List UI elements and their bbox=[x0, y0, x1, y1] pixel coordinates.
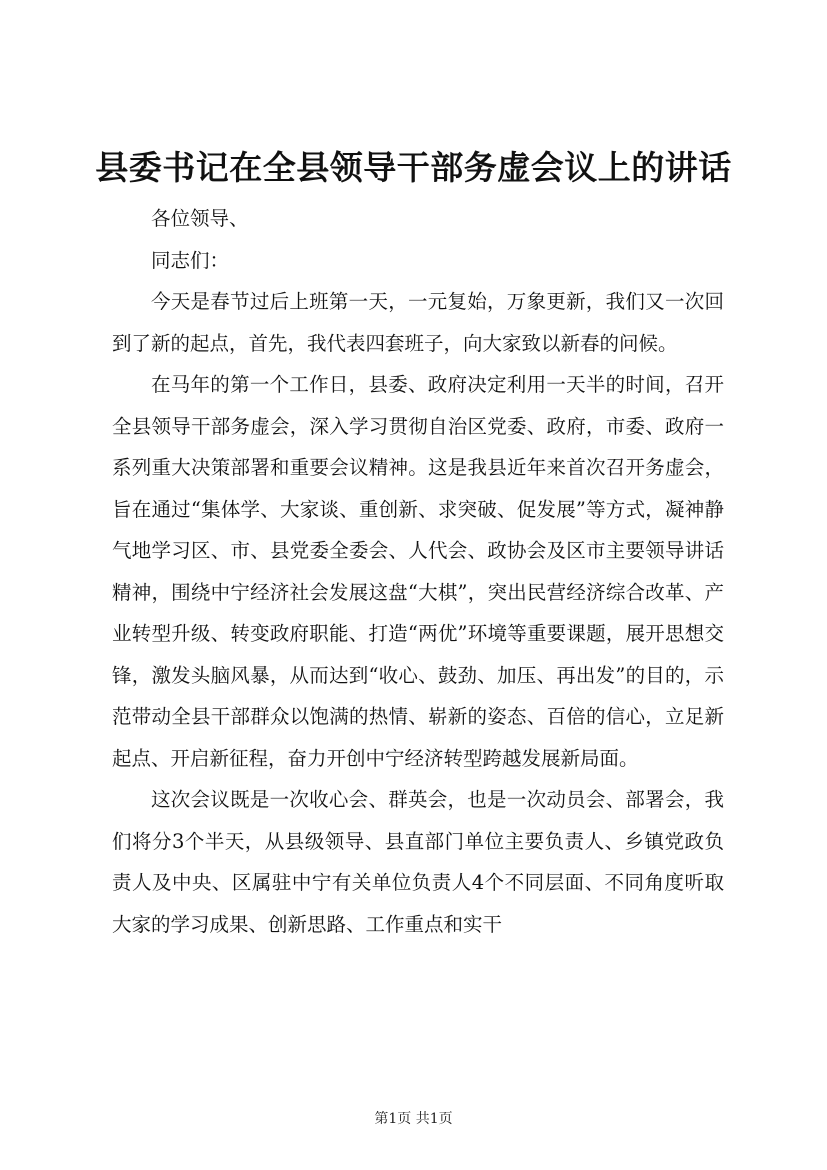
body-paragraph: 这次会议既是一次收心会、群英会，也是一次动员会、部署会，我们将分3个半天，从县级领导、县直部门单位主要负责人、乡镇党政负责人及中央、区属驻中宁有关单位负责人4个不同层面、不同角度听取大家的学习成果、创新思路、工作重点和实干 bbox=[112, 788, 724, 936]
document-title: 县委书记在全县领导干部务虚会议上的讲话 bbox=[95, 148, 732, 187]
document-body bbox=[112, 198, 724, 945]
body-paragraph: 今天是春节过后上班第一天，一元复始，万象更新，我们又一次回到了新的起点，首先，我代表四套班子，向大家致以新春的问候。 bbox=[112, 290, 724, 355]
page-number-footer: 第1页 共1页 bbox=[374, 1111, 453, 1127]
salutation-line-1: 各位领导、 bbox=[151, 207, 249, 230]
body-paragraph: 在马年的第一个工作日，县委、政府决定利用一天半的时间，召开全县领导干部务虚会，深入学习贯彻自治区党委、政府，市委、政府一系列重大决策部署和重要会议精神。这是我县近年来首次召开务虚会，旨在通过“集体学、大家谈、重创新、求突破、促发展”等方式，凝神静气地学习区、市、县党委全委会、人代会、政协会及区市主要领导讲话精神，围绕中宁经济社会发展这盘“大棋”，突出民营经济综合改革、产业转型升级、转变政府职能、打造“两优”环境等重要课题，展开思想交锋，激发头脑风暴，从而达到“收心、鼓劲、加压、再出发”的目的，示范带动全县干部群众以饱满的热情、崭新的姿态、百倍的信心，立足新起点、开启新征程，奋力开创中宁经济转型跨越发展新局面。 bbox=[112, 373, 724, 770]
salutation-line-2: 同志们： bbox=[151, 248, 230, 272]
